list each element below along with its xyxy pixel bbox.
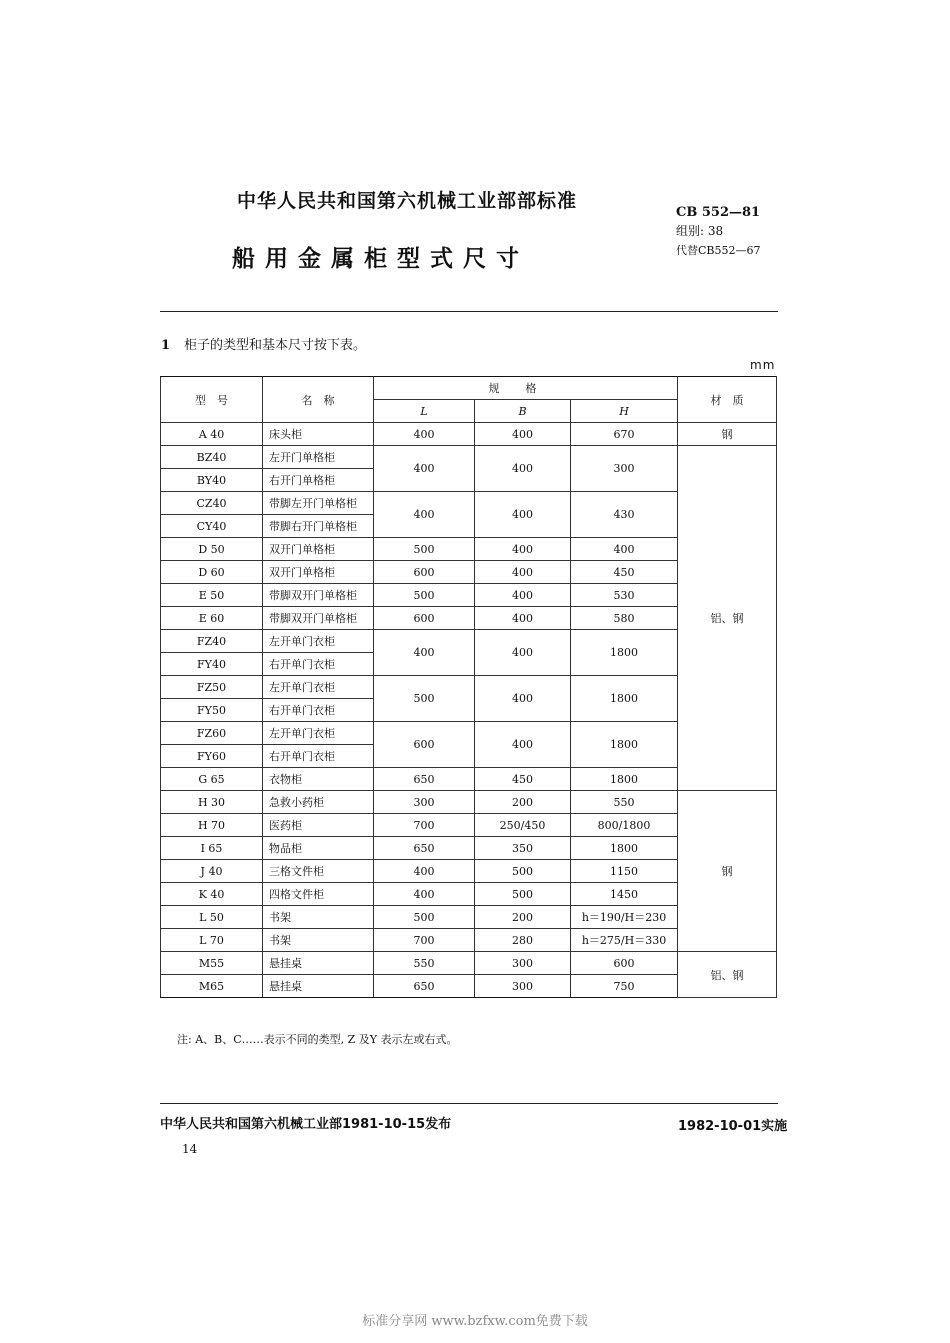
watermark: 标准分享网 www.bzfxw.com免费下载 [362,1314,588,1329]
doc-meta [676,204,761,260]
clause-text: 柜子的类型和基本尺寸按下表。 [184,338,367,353]
cell-b: 500 [475,883,571,906]
cell-name: 带脚双开门单格柜 [263,607,374,630]
cell-model: M55 [161,952,263,975]
header-rule [160,311,778,312]
cell-b: 400 [475,630,571,676]
cell-model: FZ50 [161,676,263,699]
cell-model: E 60 [161,607,263,630]
cell-l: 600 [374,607,475,630]
table-note: 注: A、B、C……表示不同的类型, Z 及Y 表示左或右式。 [177,1033,458,1046]
cell-h: 580 [571,607,678,630]
cell-b: 300 [475,952,571,975]
cell-name: 急救小药柜 [263,791,374,814]
cell-name: 双开门单格柜 [263,561,374,584]
table-row [161,446,777,469]
cell-name: 左开单门衣柜 [263,630,374,653]
cell-model: BY40 [161,469,263,492]
cell-name: 物品柜 [263,837,374,860]
unit-label: mm [750,358,776,372]
cell-l: 650 [374,975,475,998]
cell-model: H 30 [161,791,263,814]
cell-model: L 70 [161,929,263,952]
cell-model: FY50 [161,699,263,722]
cell-name: 床头柜 [263,423,374,446]
cell-h: 1800 [571,630,678,676]
cell-l: 400 [374,860,475,883]
cell-name: 悬挂桌 [263,952,374,975]
cell-material: 铝、钢 [678,446,777,791]
cell-l: 600 [374,722,475,768]
cell-model: CY40 [161,515,263,538]
cell-model: K 40 [161,883,263,906]
cell-model: FZ40 [161,630,263,653]
cell-h: 600 [571,952,678,975]
cell-l: 300 [374,791,475,814]
standard-code: CB 552—81 [676,205,761,220]
header-h: H [571,400,678,423]
cell-h: 300 [571,446,678,492]
cell-h: 1800 [571,768,678,791]
cell-l: 650 [374,837,475,860]
cell-b: 400 [475,607,571,630]
cell-b: 200 [475,906,571,929]
cell-b: 200 [475,791,571,814]
cell-name: 四格文件柜 [263,883,374,906]
cell-h: 400 [571,538,678,561]
cell-l: 500 [374,584,475,607]
cell-b: 400 [475,584,571,607]
cell-name: 右开单门衣柜 [263,653,374,676]
header-material: 材 质 [678,377,777,423]
cell-l: 600 [374,561,475,584]
cell-model: I 65 [161,837,263,860]
cell-b: 400 [475,492,571,538]
cell-h: 450 [571,561,678,584]
cell-b: 280 [475,929,571,952]
cell-l: 700 [374,929,475,952]
cell-b: 300 [475,975,571,998]
cell-name: 左开门单格柜 [263,446,374,469]
cell-b: 400 [475,561,571,584]
cell-l: 500 [374,676,475,722]
issue-info: 中华人民共和国第六机械工业部1981-10-15发布 [160,1117,452,1132]
intro-clause [161,334,366,353]
cell-model: E 50 [161,584,263,607]
cell-l: 500 [374,906,475,929]
cell-name: 带脚双开门单格柜 [263,584,374,607]
cell-name: 带脚右开门单格柜 [263,515,374,538]
cell-model: G 65 [161,768,263,791]
table-row [161,791,777,814]
cell-b: 400 [475,538,571,561]
cell-h: h＝190/H＝230 [571,906,678,929]
cell-l: 400 [374,492,475,538]
cell-h: 670 [571,423,678,446]
cell-name: 书架 [263,906,374,929]
cell-l: 400 [374,446,475,492]
cell-h: 1150 [571,860,678,883]
cell-l: 400 [374,423,475,446]
cell-model: H 70 [161,814,263,837]
cell-model: A 40 [161,423,263,446]
group-number: 组别: 38 [676,224,724,238]
cell-model: BZ40 [161,446,263,469]
cell-h: 550 [571,791,678,814]
cell-l: 550 [374,952,475,975]
cell-b: 400 [475,423,571,446]
cell-h: h＝275/H＝330 [571,929,678,952]
cell-name: 左开单门衣柜 [263,722,374,745]
cell-name: 左开单门衣柜 [263,676,374,699]
cell-name: 三格文件柜 [263,860,374,883]
cell-name: 双开门单格柜 [263,538,374,561]
cell-b: 400 [475,722,571,768]
effective-date: 1982-10-01实施 [678,1119,788,1134]
cell-name: 右开门单格柜 [263,469,374,492]
header-spec: 规格 [374,377,678,400]
cell-name: 书架 [263,929,374,952]
cell-h: 430 [571,492,678,538]
header-l: L [374,400,475,423]
header-name: 名 称 [263,377,374,423]
cell-h: 800/1800 [571,814,678,837]
cell-material: 钢 [678,423,777,446]
clause-number: 1 [161,338,171,353]
replaces-standard: 代替CB552—67 [676,244,761,257]
header-b: B [475,400,571,423]
cell-material: 钢 [678,791,777,952]
cell-l: 700 [374,814,475,837]
cell-b: 250/450 [475,814,571,837]
table-row [161,952,777,975]
dimension-table [160,376,777,998]
cell-name: 悬挂桌 [263,975,374,998]
cell-h: 530 [571,584,678,607]
cell-model: FZ60 [161,722,263,745]
cell-name: 医药柜 [263,814,374,837]
cell-h: 750 [571,975,678,998]
cell-model: CZ40 [161,492,263,515]
cell-name: 右开单门衣柜 [263,745,374,768]
doc-title: 船用金属柜型式尺寸 [232,246,529,272]
cell-l: 400 [374,630,475,676]
cell-l: 650 [374,768,475,791]
footer-rule [160,1103,778,1104]
cell-l: 500 [374,538,475,561]
page-number: 14 [182,1142,198,1156]
cell-l: 400 [374,883,475,906]
table-row [161,423,777,446]
cell-model: J 40 [161,860,263,883]
cell-model: FY60 [161,745,263,768]
cell-name: 右开单门衣柜 [263,699,374,722]
cell-b: 400 [475,676,571,722]
cell-name: 衣物柜 [263,768,374,791]
cell-material: 铝、钢 [678,952,777,998]
cell-b: 500 [475,860,571,883]
cell-h: 1800 [571,837,678,860]
cell-h: 1450 [571,883,678,906]
cell-b: 450 [475,768,571,791]
cell-h: 1800 [571,676,678,722]
org-title: 中华人民共和国第六机械工业部部标准 [237,190,578,212]
cell-name: 带脚左开门单格柜 [263,492,374,515]
cell-h: 1800 [571,722,678,768]
header-model: 型 号 [161,377,263,423]
cell-model: L 50 [161,906,263,929]
cell-b: 400 [475,446,571,492]
cell-model: D 50 [161,538,263,561]
cell-model: D 60 [161,561,263,584]
cell-model: M65 [161,975,263,998]
cell-b: 350 [475,837,571,860]
cell-model: FY40 [161,653,263,676]
